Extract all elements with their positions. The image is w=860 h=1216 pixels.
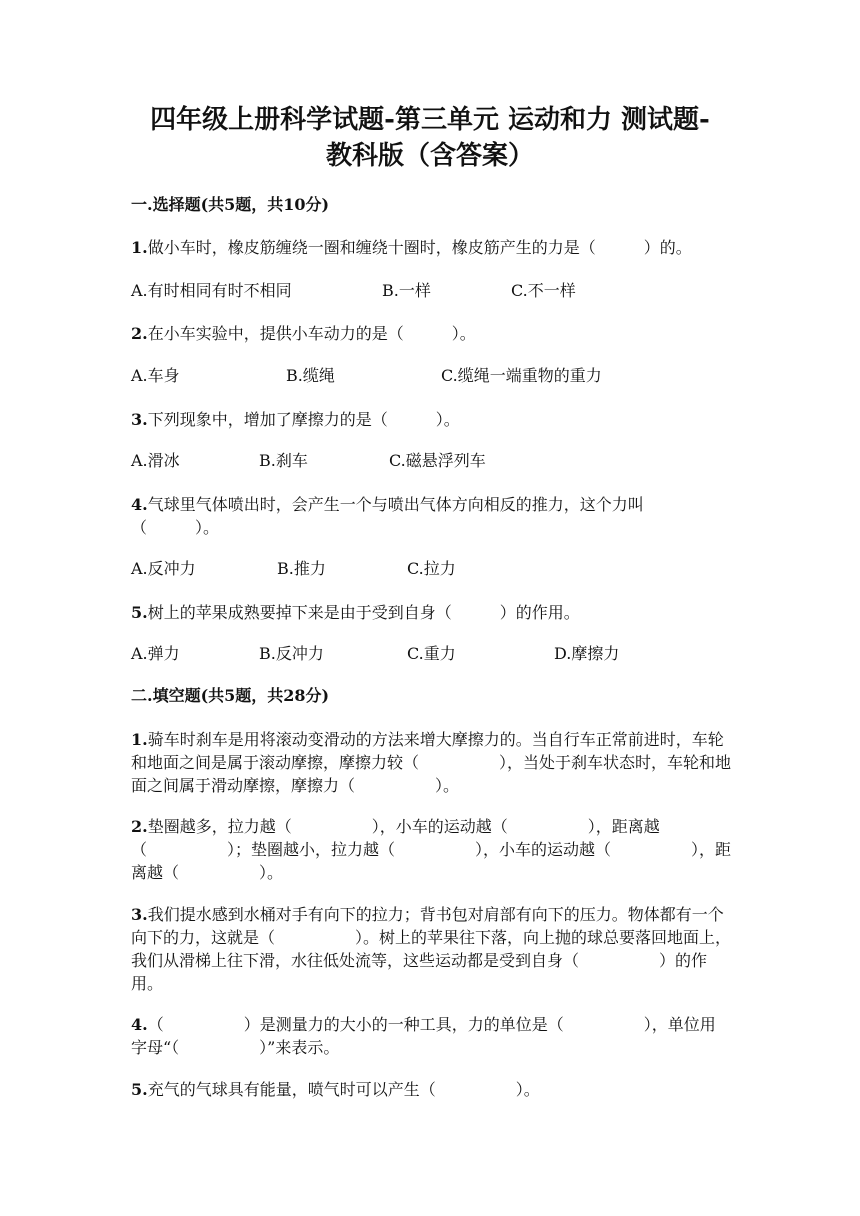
choice-question-1 (131, 236, 731, 259)
option-5a: A.弹力 (131, 644, 180, 663)
option-5d: D.摩擦力 (554, 644, 620, 663)
question-number: 1. (131, 730, 148, 749)
section-heading-choice: 一.选择题(共5题，共10分) (131, 195, 330, 214)
question-number: 4. (131, 1015, 148, 1034)
option-1c: C.不一样 (511, 281, 576, 300)
option-4c: C.拉力 (407, 559, 456, 578)
option-3a: A.滑冰 (131, 451, 180, 470)
question-text: 下列现象中，增加了摩擦力的是（ ）。 (147, 410, 460, 429)
question-text: 我们提水感到水桶对手有向下的拉力；背书包对肩部有向下的压力。物体都有一个向下的力，这就是（ ）。树上的苹果往下落，向上抛的球总要落回地面上，我们从滑梯上往下滑，水往低处流等，这些运动都是受到自身（ ）的作用。 (131, 905, 732, 993)
fill-question-4 (131, 1013, 731, 1059)
question-text: 做小车时，橡皮筋缠绕一圈和缠绕十圈时，橡皮筋产生的力是（ ）的。 (147, 238, 692, 257)
question-number: 2. (131, 324, 148, 343)
question-text: 在小车实验中，提供小车动力的是（ ）。 (147, 324, 476, 343)
question-text: （ ）是测量力的大小的一种工具，力的单位是（ ），单位用字母“（ ）”来表示。 (131, 1015, 716, 1057)
option-4b: B.推力 (277, 559, 326, 578)
question-number: 5. (131, 1080, 148, 1099)
option-5b: B.反冲力 (259, 644, 324, 663)
section-heading-fill: 二.填空题(共5题，共28分) (131, 686, 330, 705)
question-text: 骑车时刹车是用将滚动变滑动的方法来增大摩擦力的。当自行车正常前进时，车轮和地面之间是属于滚动摩擦，摩擦力较（ ），当处于刹车状态时，车轮和地面之间属于滑动摩擦，摩擦力（ ）。 (131, 730, 732, 795)
page-title (110, 102, 750, 174)
fill-question-1 (131, 728, 731, 797)
choice-question-3 (131, 408, 731, 431)
question-text: 树上的苹果成熟要掉下来是由于受到自身（ ）的作用。 (147, 603, 580, 622)
title-line-1: 四年级上册科学试题-第三单元 运动和力 测试题- (150, 105, 710, 135)
option-5c: C.重力 (407, 644, 456, 663)
option-3b: B.刹车 (259, 451, 308, 470)
question-number: 3. (131, 410, 148, 429)
question-number: 3. (131, 905, 148, 924)
question-number: 2. (131, 817, 148, 836)
question-number: 4. (131, 495, 148, 514)
option-1b: B.一样 (382, 281, 431, 300)
question-number: 1. (131, 238, 148, 257)
option-2c: C.缆绳一端重物的重力 (441, 366, 602, 385)
fill-question-3 (131, 903, 731, 995)
choice-question-4 (131, 493, 731, 539)
option-2b: B.缆绳 (286, 366, 335, 385)
choice-question-5 (131, 601, 731, 624)
fill-question-5 (131, 1078, 731, 1101)
title-line-2: 教科版（含答案） (325, 141, 534, 171)
fill-question-2 (131, 815, 731, 884)
option-2a: A.车身 (131, 366, 180, 385)
question-number: 5. (131, 603, 148, 622)
option-3c: C.磁悬浮列车 (389, 451, 486, 470)
option-4a: A.反冲力 (131, 559, 196, 578)
question-text: 充气的气球具有能量，喷气时可以产生（ ）。 (147, 1080, 540, 1099)
option-1a: A.有时相同有时不相同 (131, 281, 292, 300)
question-text: 气球里气体喷出时，会产生一个与喷出气体方向相反的推力，这个力叫 （ ）。 (131, 495, 644, 537)
question-text: 垫圈越多，拉力越（ ），小车的运动越（ ），距离越（ ）；垫圈越小，拉力越（ ），小车的运动越（ ），距离越（ ）。 (131, 817, 732, 882)
choice-question-2 (131, 322, 731, 345)
